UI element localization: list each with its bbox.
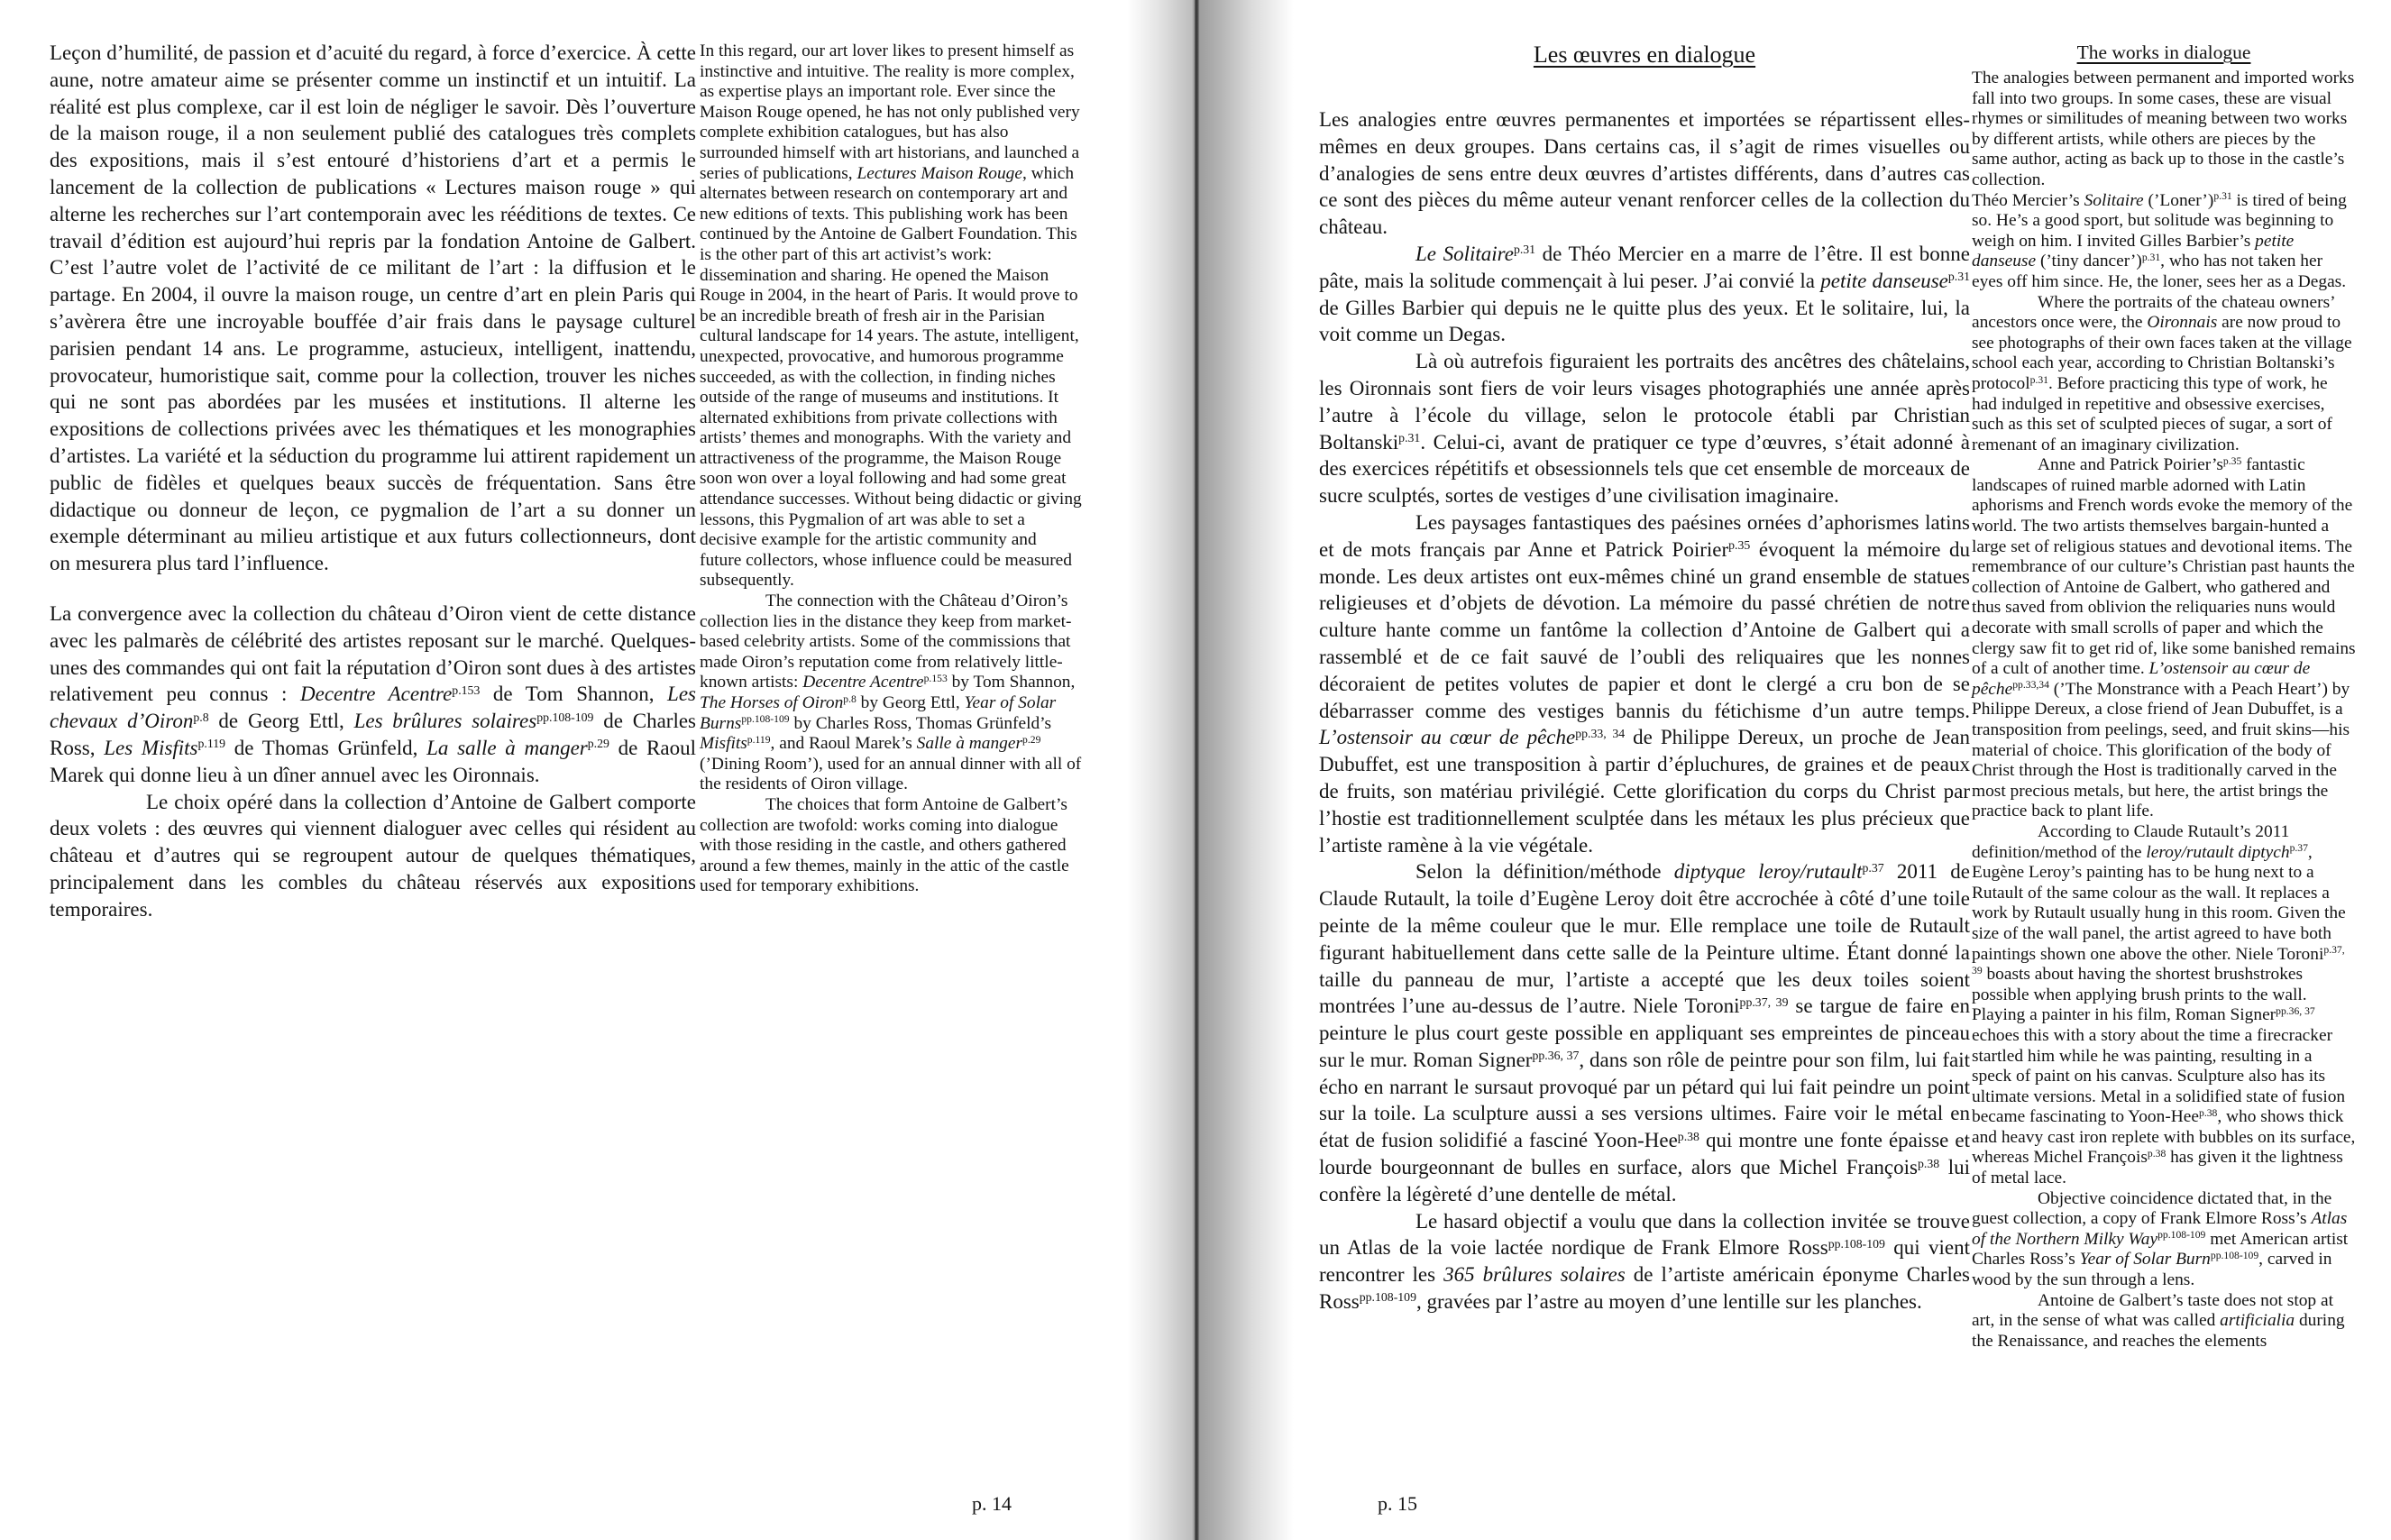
paragraph: Les paysages fantastiques des paésines ornées d’aphorismes latins et de mots français par Anne et Patrick Poirier$^{p.35}$ évoquent la mémoire du monde. Les deux artistes ont eux-mêmes chiné un grand ensemble de statues religieuses et d’objets de dévotion. La mémoire du passé chrétien de notre culture hante comme un fantôme la collection d’Antoine de Galbert qui a rassemblé et de ce fait sauvé de l’oubli des reliquaires que les nonnes décoraient de petites volutes de papier et dont le clergé a cru bon de se débarrasser comme des vestiges bannis du fétichisme d’un autre temps. L’ostensoir au cœur de pêche$^{pp.33, 34}$ de Philippe Dereux, un proche de Jean Dubuffet, est une transposition à partir d’épluchures, de graines et de peaux de fruits, son matériau privilégié. Cette glorification du corps du Christ par l’hostie est traditionnellement sculptée dans les métaux les plus précieux que l’artiste ramène à la vie végétale.	[1319, 510, 1970, 857]
paragraph: Anne and Patrick $Poirier’s^{p.35}$ fantastic landscapes of ruined marble adorned with Latin aphorisms and French words evoke the memory of the world. The two artists themselves bargain-hunted a large set of religious statues and devotional items. The remembrance of our culture’s Christian past haunts the collection of Antoine de Galbert, who gathered and thus saved from oblivion the reliquaries nuns would decorate with small scrolls of paper and which the clergy saw fit to get rid of, like some banished remains of a cult of another time. L’ostensoir au cœur de pêche$^{pp.33,34}$ (’The Monstrance with a Peach Heart’) by Philippe Dereux, a close friend of Jean Dubuffet, is a transposition from peelings, seed, and fruit skins—his material of choice. This glorification of the body of Christ through the Host is traditionally carved in the most precious metals, but here, the artist brings the practice back to plant life.	[1972, 454, 2356, 821]
paragraph: Le hasard objectif a voulu que dans la collection invitée se trouve un Atlas de la voie lactée nordique de Frank Elmore Ross$^{pp.108-109}$ qui vient rencontrer les 365 brûlures solaires de l’artiste américain éponyme Charles Ross$^{pp.108-109}$, gravées par l’astre au moyen d’une lentille sur les planches.	[1319, 1209, 1970, 1314]
right-page-french-column	[1319, 40, 1970, 1315]
paragraph: Le choix opéré dans la collection d’Antoine de Galbert comporte deux volets : des œuvres qui viennent dialoguer avec celles qui résident au château et d’autres qui se regroupent autour de quelques thématiques, principalement dans les combles du château réservés aux expositions temporaires.	[50, 790, 696, 921]
paragraph: Là où autrefois figuraient les portraits des ancêtres des châtelains, les Oironnais sont fiers de voir leurs visages photographiés une année après l’autre à l’école du village, selon le protocole établi par Christian Boltanski$^{p.31}$. Celui-ci, avant de pratiquer ce type d’œuvres, s’était adonné à des exercices répétitifs et obsessionnels tels que cet ensemble de morceaux de sucre sculptés, sortes de vestiges d’une civilisation imaginaire.	[1319, 350, 1970, 508]
left-page-french-column	[50, 40, 696, 923]
paragraph: Where the portraits of the chateau owners’ ancestors once were, the Oironnais are now proud to see photographs of their own faces taken at the village school each year, according to Christian Boltanski’s protocol$^{p.31}$. Before practicing this type of work, he had indulged in repetitive and obsessive exercises, such as this set of sculpted pieces of sugar, a sort of remenant of an imaginary civilization.	[1972, 292, 2352, 454]
page-number-left: p. 14	[972, 1492, 1012, 1515]
section-heading-french: Les œuvres en dialogue	[1533, 41, 1756, 68]
right-page-english-column	[1972, 41, 2356, 1352]
paragraph: La convergence avec la collection du château d’Oiron vient de cette distance avec les palmarès de célébrité des artistes reposant sur le marché. Quelques-unes des commandes qui ont fait la réputation d’Oiron sont dues à des artistes relativement peu connus : Decentre Acentre$^{p.153}$ de Tom Shannon, Les chevaux d’Oiron$^{p.8}$ de Georg Ettl, Les brûlures solaires$^{pp.108-109}$ de Charles Ross, Les Misfits$^{p.119}$ de Thomas Grünfeld, La salle à manger$^{p.29}$ de Raoul Marek qui donne lieu à un dîner annuel avec les Oironnais.	[50, 601, 696, 786]
paragraph: The analogies between permanent and imported works fall into two groups. In some cases, these are visual rhymes or similitudes of meaning between two works by different artists, while others are pieces by the same author, acting as back up to those in the castle’s collection.	[1972, 69, 2355, 189]
paragraph: Les analogies entre œuvres permanentes et importées se répartissent elles-mêmes en deux groupes. Dans certains cas, il s’agit de rimes visuelles ou d’analogies de sens entre deux œuvres d’artistes différents, dans d’autres cas ce sont des pièces du même auteur venant renforcer celles de la collection du château.	[1319, 108, 1970, 239]
right-page-english-paragraphs	[1972, 69, 2356, 1352]
paragraph: According to Claude Rutault’s 2011 definition/method of the leroy/rutault diptych$^{p.37}$, Eugène Leroy’s painting has to be hung next to a Rutault of the same colour as the wall. It replaces a work by Rutault usually hung in this room. Given the size of the wall panel, the artist agreed to have both paintings shown one above the other. Niele Toroni$^{p.37, 39}$ boasts about having the shortest brushstrokes possible when applying brush prints to the wall. Playing a painter in his film, Roman Signer$^{pp.36, 37}$ echoes this with a story about the time a firecracker startled him while he was painting, resulting in a speck of paint on his canvas. Sculpture also has its ultimate versions. Metal in a solidified state of fusion became fascinating to Yoon-Hee$^{p.38}$, who shows thick and heavy cast iron replete with bubbles on its surface, whereas Michel François$^{p.38}$ has given it the lightness of metal lace.	[1972, 821, 2356, 1188]
paragraph: Leçon d’humilité, de passion et d’acuité du regard, à force d’exercice. À cette aune, notre amateur aime se présenter comme un instinctif et un intuitif. La réalité est plus complexe, car il est loin de négliger le savoir. Dès l’ouverture de la maison rouge, il a non seulement publié des catalogues très complets des expositions, mais il s’est entouré d’historiens d’art et a permis le lancement de la collection de publications « Lectures maison rouge » qui alterne les recherches sur l’art contemporain avec les rééditions de textes. Ce travail d’édition est aujourd’hui repris par la fondation Antoine de Galbert. C’est l’autre volet de l’activité de ce militant de l’art : la diffusion et le partage. En 2004, il ouvre la maison rouge, un centre d’art en plein Paris qui s’avèrera être une incroyable bouffée d’air frais dans le paysage culturel parisien pendant 14 ans. Le programme, astucieux, intelligent, inattendu, provocateur, humoristique sait, comme pour la collection, trouver les niches qui ne sont pas abordées par les musées et institutions. Il alterne les expositions de collections privées avec les thématiques et les monographies d’artistes. La variété et la séduction du programme lui attirent rapidement un public de fidèles et quelques beaux succès de fréquentation. Sans être didactique ou donneur de leçon, ce pygmalion de l’art a su donner un exemple déterminant au milieu artistique et aux futurs collectionneurs, dont on mesurera plus tard l’influence.	[50, 41, 696, 575]
left-page-english-column	[700, 41, 1082, 897]
page-number-right: p. 15	[1378, 1492, 1417, 1515]
section-heading-english: The works in dialogue	[2076, 41, 2251, 63]
paragraph: Objective coincidence dictated that, in the guest collection, a copy of Frank Elmore Ross’s Atlas of the Northern Milky Way$^{pp.108-109}$ met American artist Charles Ross’s Year of Solar Burn$^{pp.108-109}$, carved in wood by the sun through a lens.	[1972, 1188, 2349, 1290]
right-page-french-paragraphs	[1319, 106, 1970, 1315]
paragraph: The choices that form Antoine de Galbert’s collection are twofold: works coming into dialogue with those residing in the castle, and others gathered around a few themes, mainly in the attic of the castle used for temporary exhibitions.	[700, 794, 1069, 896]
paragraph: Antoine de Galbert’s taste does not stop at art, in the sense of what was called artificialia during the Renaissance, and reaches the elements	[1972, 1290, 2345, 1351]
paragraph: The connection with the Château d’Oiron’s collection lies in the distance they keep from market-based celebrity artists. Some of the commissions that made Oiron’s reputation come from relatively little-known artists: Decentre Acentre$^{p.153}$ by Tom Shannon, The Horses of Oiron$^{p.8}$ by Georg Ettl, Year of Solar Burns$^{pp.108-109}$ by Charles Ross, Thomas Grünfeld’s Misfits$^{p.119}$, and Raoul Marek’s Salle à manger$^{p.29}$ (’Dining Room’), used for an annual dinner with all of the residents of Oiron village.	[700, 591, 1082, 794]
book-gutter-shadow	[1127, 0, 1294, 1540]
paragraph: In this regard, our art lover likes to present himself as instinctive and intuitive. The reality is more complex, as expertise plays an important role. Ever since the Maison Rouge opened, he has not only published very complete exhibition catalogues, but has also surrounded himself with art historians, and launched a series of publications, Lectures Maison Rouge, which alternates between research on contemporary art and new editions of texts. This publishing work has been continued by the Antoine de Galbert Foundation. This is the other part of this art activist’s work: dissemination and sharing. He opened the Maison Rouge in 2004, in the heart of Paris. It would prove to be an incredible breath of fresh air in the Parisian cultural landscape for 14 years. The astute, intelligent, unexpected, provocative, and humorous programme succeeded, as with the collection, in finding niches outside of the range of museums and institutions. It alternated exhibitions from private collections with artists’ themes and monographs. With the variety and attractiveness of the programme, the Maison Rouge soon won over a loyal following and had some great attendance successes. Without being didactic or giving lessons, this Pygmalion of art was able to set a decisive example for the artistic community and future collectors, whose influence could be measured subsequently.	[700, 41, 1082, 591]
paragraph: Le Solitaire$^{p.31}$ de Théo Mercier en a marre de l’être. Il est bonne pâte, mais la solitude commençait à lui peser. J’ai convié la petite danseuse$^{p.31}$ de Gilles Barbier qui depuis ne le quitte plus des yeux. Et le solitaire, lui, la voit comme un Degas.	[1319, 242, 1971, 346]
paragraph: Selon la définition/méthode diptyque leroy/rutault$^{p.37}$ 2011 de Claude Rutault, la toile d’Eugène Leroy doit être accrochée à côté d’une toile peinte de la même couleur que le mur. Elle remplace une toile de Rutault figurant habituellement dans cette salle de la Peinture ultime. Étant donné la taille du panneau de mur, l’artiste a accepté que les deux toiles soient montrées l’une au-dessus de l’autre. Niele Toroni$^{pp.37, 39}$ se targue de faire en peinture le plus court geste possible en appliquant ses empreintes de pinceau sur le mur. Roman Signer$^{pp.36, 37}$, dans son rôle de peintre pour son film, lui fait écho en narrant le sursaut provoqué par un pétard qui lui fait peindre un point sur la toile. La sculpture aussi a ses versions ultimes. Faire voir le métal en état de fusion solidifié a fasciné Yoon-Hee$^{p.38}$ qui montre une fonte épaisse et lourde bourgeonnant de bulles en surface, alors que Michel François$^{p.38}$ lui confère la légèreté d’une dentelle de métal.	[1319, 860, 1971, 1205]
paragraph: Théo Mercier’s Solitaire (’Loner’)$^{p.31}$ is tired of being so. He’s a good sport, but solitude was beginning to weigh on him. I invited Gilles Barbier’s petite danseuse (’tiny dancer’)$^{p.31}$, who has not taken her eyes off him since. He, the loner, sees her as a Degas.	[1972, 190, 2347, 291]
